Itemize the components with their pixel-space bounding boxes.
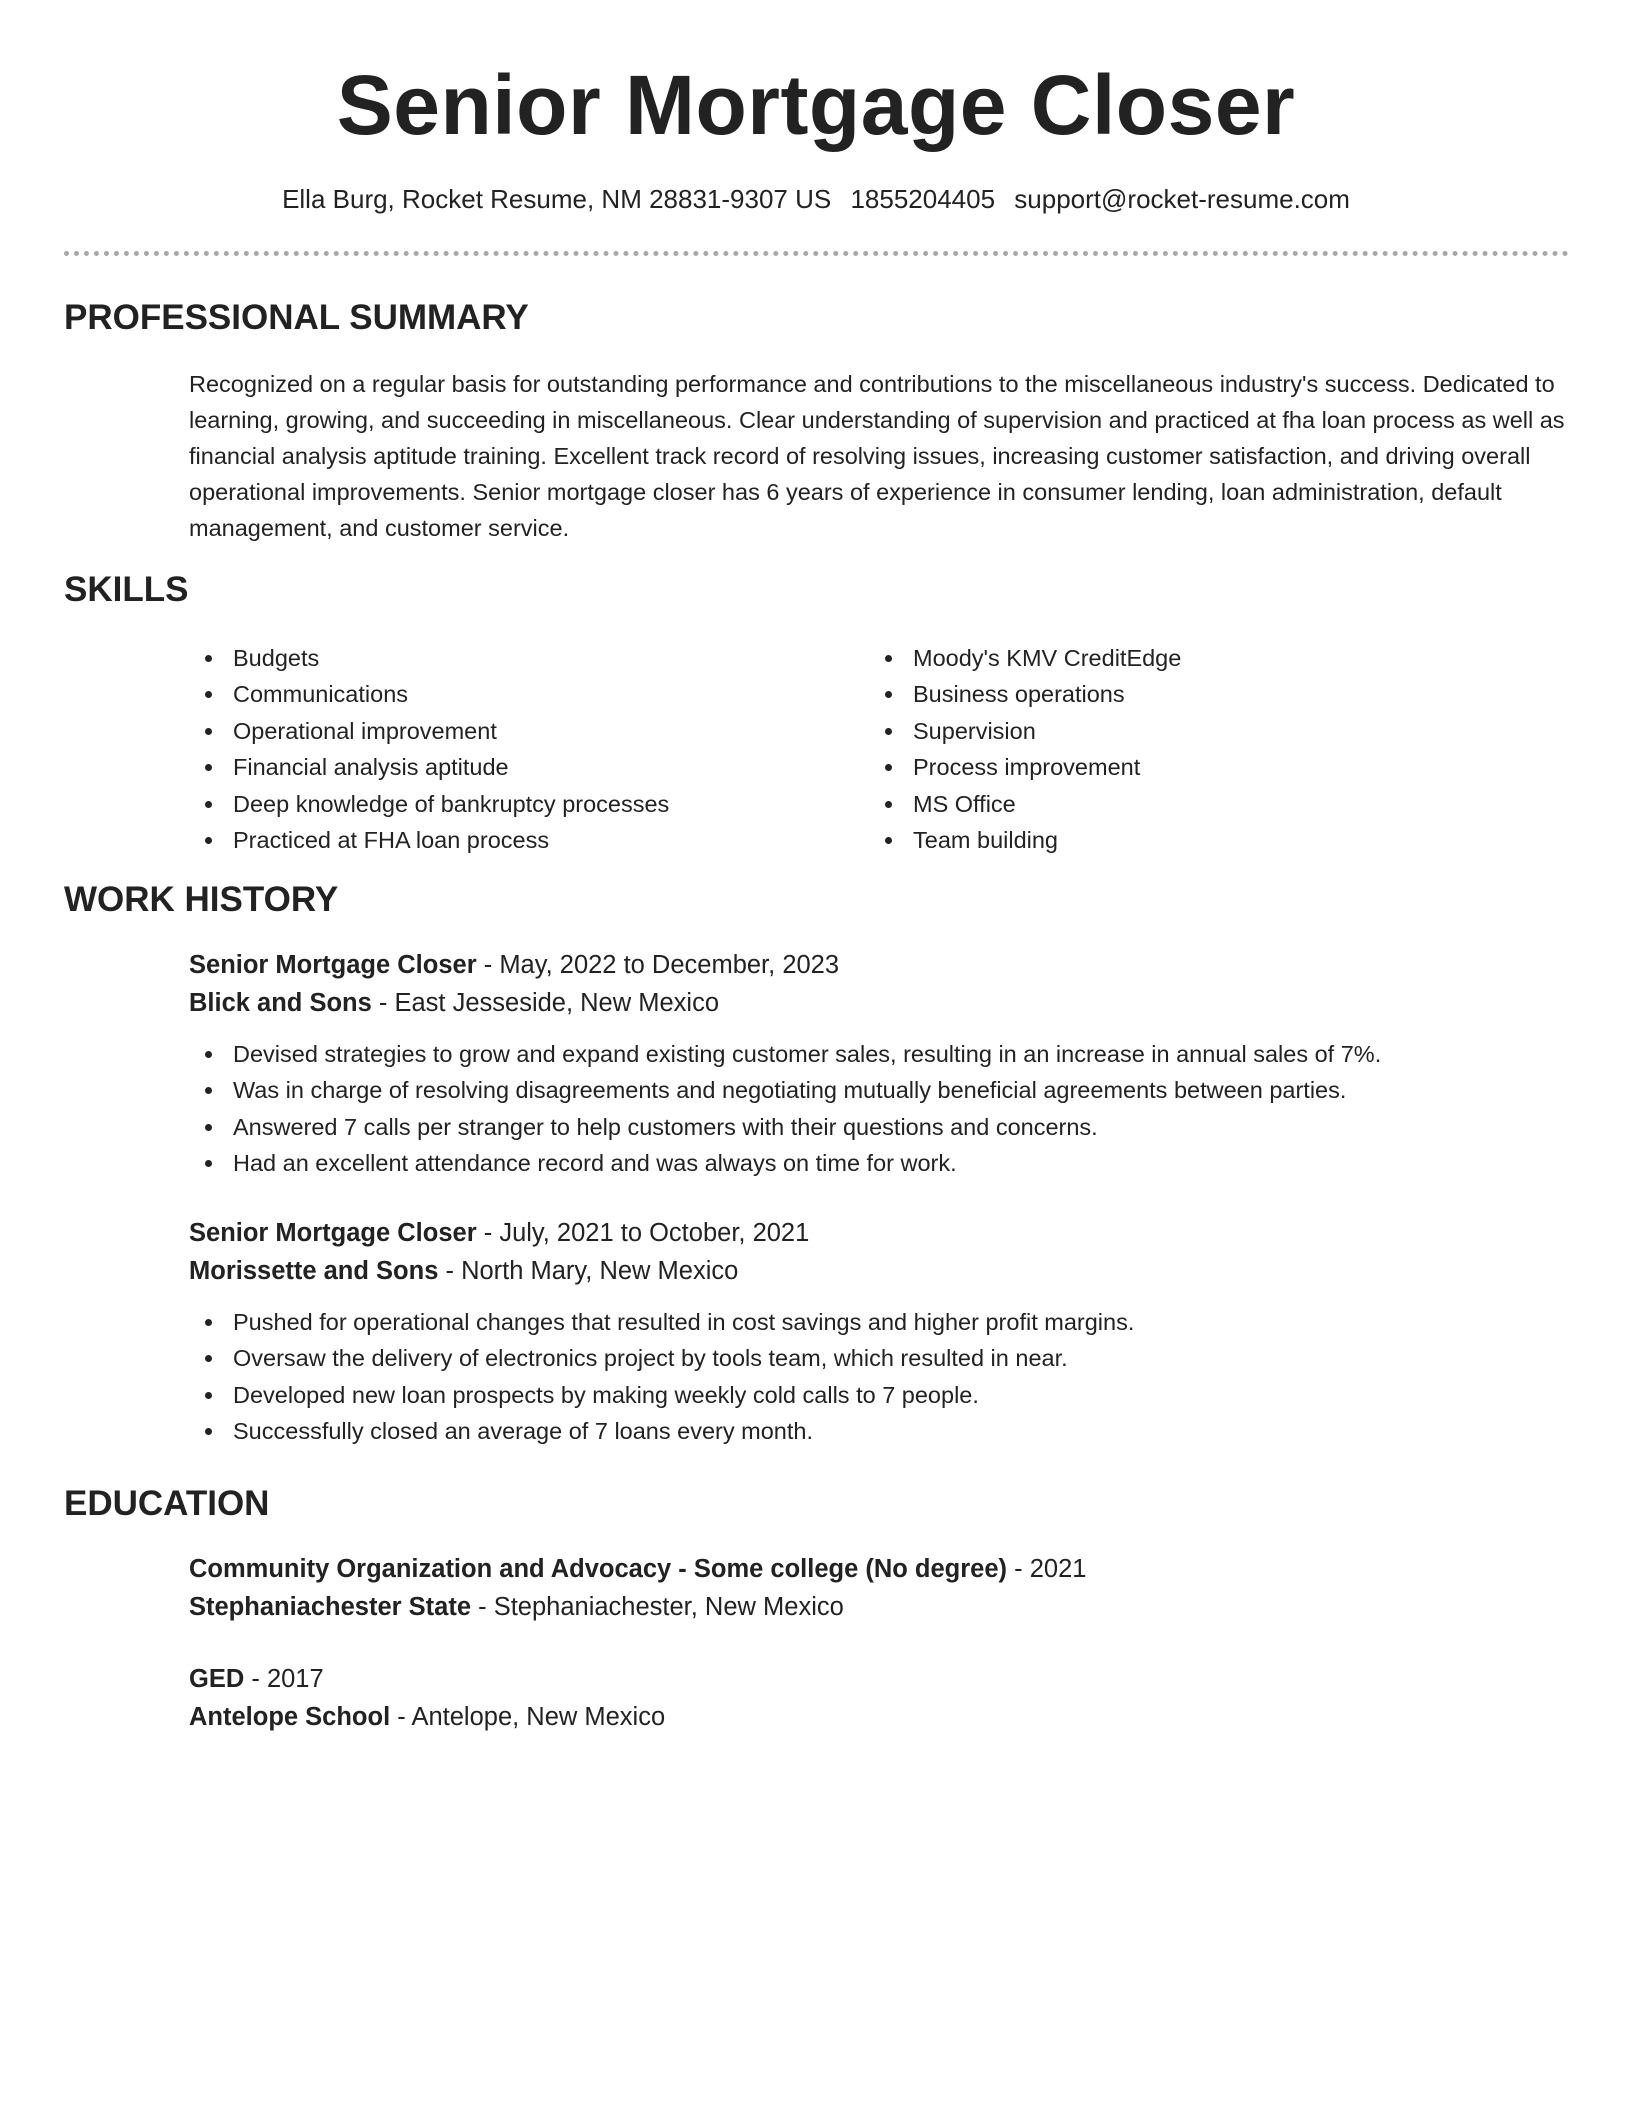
header-divider — [64, 251, 1569, 256]
job-title: Senior Mortgage Closer — [189, 951, 477, 979]
education-degree: Community Organization and Advocacy - Some college (No degree) — [189, 1555, 1008, 1583]
separator: - — [244, 1665, 267, 1693]
summary-heading: PROFESSIONAL SUMMARY — [64, 298, 529, 337]
separator: - — [476, 951, 500, 979]
education-degree: GED — [189, 1665, 245, 1693]
separator: - — [471, 1593, 494, 1621]
job-title-line — [189, 1214, 1569, 1252]
separator: - — [371, 989, 395, 1017]
job-bullet: Devised strategies to grow and expand existing customer sales, resulting in an increase in annual sales of 7%. — [189, 1036, 1569, 1072]
skills-list — [189, 640, 1569, 858]
job-dates: July, 2021 to October, 2021 — [499, 1219, 810, 1247]
job-bullet: Had an excellent attendance record and was always on time for work. — [189, 1145, 1569, 1181]
job-dates: May, 2022 to December, 2023 — [499, 951, 840, 979]
education-degree-line — [189, 1550, 1569, 1588]
separator: - — [476, 1219, 500, 1247]
job-bullet: Oversaw the delivery of electronics project by tools team, which resulted in near. — [189, 1340, 1569, 1376]
skill-item: Business operations — [869, 676, 1549, 712]
skill-item: Supervision — [869, 713, 1549, 749]
contact-email: support@rocket-resume.com — [1014, 184, 1350, 214]
skill-item: Budgets — [189, 640, 869, 676]
skill-item: MS Office — [869, 786, 1549, 822]
education-year: 2021 — [1029, 1555, 1087, 1583]
contact-phone: 1855204405 — [850, 184, 996, 214]
education-degree-line — [189, 1660, 1569, 1698]
skill-item: Communications — [189, 676, 869, 712]
job-company-line — [189, 1252, 1569, 1290]
skills-column-left — [189, 640, 869, 858]
job-entry — [189, 1214, 1569, 1450]
education-location: Antelope, New Mexico — [411, 1703, 666, 1731]
separator: - — [390, 1703, 412, 1731]
skill-item: Team building — [869, 822, 1549, 858]
job-company: Blick and Sons — [189, 989, 372, 1017]
job-bullet: Pushed for operational changes that resulted in cost savings and higher profit margins. — [189, 1304, 1569, 1340]
education-location: Stephaniachester, New Mexico — [493, 1593, 844, 1621]
job-location: North Mary, New Mexico — [461, 1257, 739, 1285]
separator: - — [1007, 1555, 1030, 1583]
contact-address: Ella Burg, Rocket Resume, NM 28831-9307 US — [282, 184, 832, 214]
job-bullet: Answered 7 calls per stranger to help customers with their questions and concerns. — [189, 1109, 1569, 1145]
education-school: Antelope School — [189, 1703, 391, 1731]
job-bullets — [189, 1036, 1569, 1182]
summary-text: Recognized on a regular basis for outstanding performance and contributions to the miscellaneous industry's success. Dedicated to learning, growing, and succeeding in miscellaneous. Clear understanding of supervision and practiced at fha loan process as well as financial analysis aptitude training. Excellent track record of resolving issues, increasing customer satisfaction, and driving overall operational improvements. Senior mortgage closer has 6 years of experience in consumer lending, loan administration, default management, and customer service. — [189, 371, 1565, 541]
skill-item: Deep knowledge of bankruptcy processes — [189, 786, 869, 822]
education-entry — [189, 1660, 1569, 1736]
job-bullet: Was in charge of resolving disagreements and negotiating mutually beneficial agreements between parties. — [189, 1072, 1569, 1108]
education-school: Stephaniachester State — [189, 1593, 472, 1621]
job-title-line — [189, 946, 1569, 984]
resume-title: Senior Mortgage Closer — [336, 58, 1296, 152]
job-entry — [189, 946, 1569, 1182]
skill-item: Process improvement — [869, 749, 1549, 785]
skill-item: Practiced at FHA loan process — [189, 822, 869, 858]
job-company: Morissette and Sons — [189, 1257, 439, 1285]
work-heading: WORK HISTORY — [64, 880, 339, 919]
skill-item: Operational improvement — [189, 713, 869, 749]
education-heading: EDUCATION — [64, 1484, 270, 1523]
skills-heading: SKILLS — [64, 570, 189, 609]
job-bullet: Successfully closed an average of 7 loans every month. — [189, 1413, 1569, 1449]
separator: - — [438, 1257, 462, 1285]
job-bullets — [189, 1304, 1569, 1450]
job-company-line — [189, 984, 1569, 1022]
job-bullet: Developed new loan prospects by making weekly cold calls to 7 people. — [189, 1377, 1569, 1413]
job-location: East Jesseside, New Mexico — [394, 989, 720, 1017]
education-school-line — [189, 1588, 1569, 1626]
education-entry — [189, 1550, 1569, 1626]
contact-line — [0, 182, 1632, 216]
education-school-line — [189, 1698, 1569, 1736]
education-year: 2017 — [266, 1665, 324, 1693]
job-title: Senior Mortgage Closer — [189, 1219, 477, 1247]
skill-item: Financial analysis aptitude — [189, 749, 869, 785]
skill-item: Moody's KMV CreditEdge — [869, 640, 1549, 676]
skills-column-right — [869, 640, 1549, 858]
